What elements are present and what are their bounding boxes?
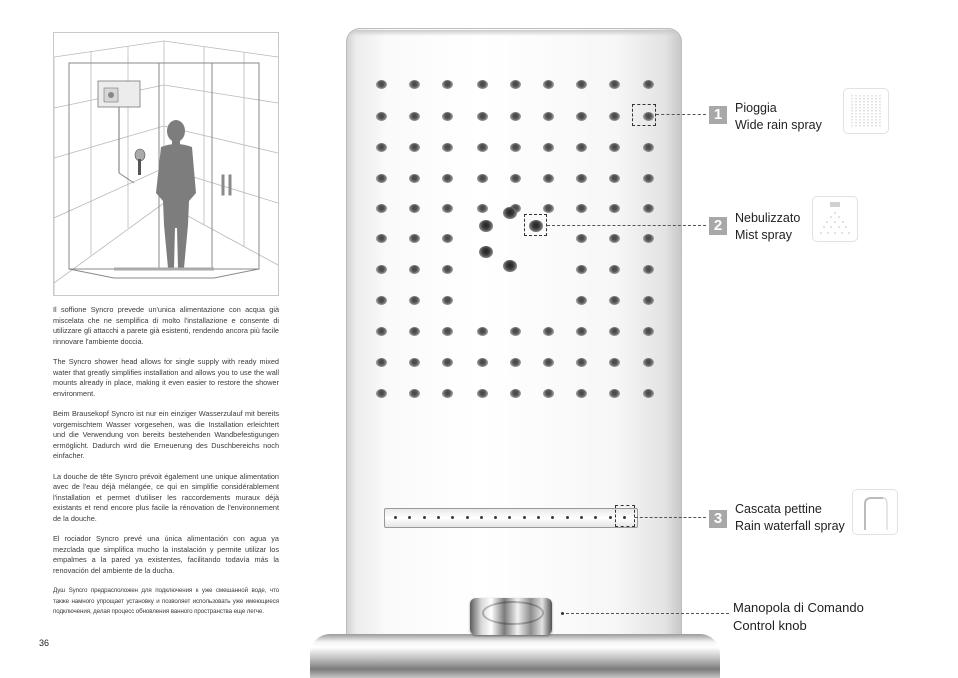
page-number: 36 [39,638,50,648]
rain-nozzle [409,143,420,152]
leader-line-mist [547,225,706,226]
rain-nozzle [442,265,453,274]
rain-nozzle [442,296,453,305]
rain-nozzle [376,80,387,89]
mist-nozzle [503,207,517,219]
rain-nozzle [376,296,387,305]
waterfall-outlet [423,516,426,519]
label-wide-rain-spray: Wide rain spray [735,118,822,132]
rain-nozzle [510,174,521,183]
rain-nozzle [609,234,620,243]
rain-spray-icon [843,88,889,134]
rain-nozzle [543,204,554,213]
rain-nozzle [643,265,654,274]
callout-box-waterfall [615,505,635,527]
rain-nozzle [477,112,488,121]
rain-nozzle [477,327,488,336]
rain-nozzle [543,327,554,336]
rain-nozzle [477,358,488,367]
rain-nozzle [609,327,620,336]
rain-nozzle [543,358,554,367]
label-manopola-di-comando: Manopola di Comando [733,600,864,615]
rain-nozzle [609,112,620,121]
rain-nozzle [376,327,387,336]
rain-nozzle [643,389,654,398]
mist-spray-icon [812,196,858,242]
rain-nozzle [376,234,387,243]
rain-nozzle [543,389,554,398]
callout-box-mist [524,214,547,236]
rain-nozzle [409,80,420,89]
waterfall-outlet [551,516,554,519]
waterfall-outlet [609,516,612,519]
paragraph-french: La douche de tête Syncro prévoit également une unique alimentation avec de l'eau déjà mélangée, ce qui en simplifie considérablement l'installation et permet d'utiliser les raccordements muraux déjà existants et rend encore plus facile la rénovation de l'environnement de la douche. [53,471,279,523]
rain-nozzle [643,80,654,89]
waterfall-outlet [494,516,497,519]
rain-nozzle [576,358,587,367]
rain-nozzle [442,80,453,89]
rain-nozzle [510,389,521,398]
leader-dot-knob [561,612,564,615]
waterfall-outlet [523,516,526,519]
waterfall-outlet [408,516,411,519]
leader-line-waterfall [635,517,706,518]
paragraph-spanish: El rociador Syncro prevé una única alimentación con agua ya mezclada que simplifica mucho la instalación y permite utilizar los empalmes a la pared ya existentes, facilitando todavía más la renovación del ambiente de la ducha. [53,534,279,575]
rain-nozzle [510,80,521,89]
rain-nozzle [409,389,420,398]
rain-nozzle [409,204,420,213]
number-badge-waterfall: 3 [709,510,727,528]
rain-nozzle [576,80,587,89]
waterfall-outlet [466,516,469,519]
rain-nozzle [609,174,620,183]
rain-nozzle [477,174,488,183]
rain-nozzle [442,327,453,336]
rain-nozzle [477,204,488,213]
rain-nozzle [609,143,620,152]
rain-nozzle [609,296,620,305]
rain-nozzle [643,143,654,152]
rain-nozzle [643,358,654,367]
rain-nozzle [442,143,453,152]
paragraph-italian: Il soffione Syncro prevede un'unica alimentazione con acqua già miscelata che ne semplifica di molto l'installazione e consente di utilizzare gli attacchi a parete già esistenti, rendendo ancora più facile rinnovare l'ambiente doccia. [53,305,279,346]
rain-nozzle [442,358,453,367]
rain-nozzle [576,174,587,183]
waterfall-outlet [537,516,540,519]
rain-nozzle [376,143,387,152]
waterfall-outlet [394,516,397,519]
leader-line-knob [566,613,729,614]
waterfall-slot [384,508,638,528]
number-badge-mist: 2 [709,217,727,235]
rain-nozzle [510,327,521,336]
rain-nozzle [409,112,420,121]
label-control-knob: Control knob [733,618,807,633]
mist-nozzle [479,246,493,258]
waterfall-outlet [594,516,597,519]
rain-nozzle [442,112,453,121]
rain-nozzle [609,265,620,274]
rain-nozzle [643,174,654,183]
rain-nozzle [376,204,387,213]
rain-nozzle [409,265,420,274]
rain-nozzle [409,296,420,305]
knob-grip-ring [482,601,544,625]
rain-nozzle [409,234,420,243]
rain-nozzle [643,327,654,336]
rain-nozzle [643,234,654,243]
panel-top-edge [350,30,678,36]
panel-base-cylinder [310,634,720,678]
rain-nozzle [576,234,587,243]
rain-nozzle [609,389,620,398]
control-knob[interactable] [470,598,552,635]
rain-nozzle [442,234,453,243]
rain-nozzle [543,143,554,152]
rain-nozzle [442,204,453,213]
shower-installation-illustration [53,32,279,296]
rain-nozzle [442,389,453,398]
rain-nozzle [576,265,587,274]
rain-nozzle [643,296,654,305]
rain-nozzle [409,358,420,367]
label-nebulizzato: Nebulizzato [735,211,801,225]
rain-nozzle [609,358,620,367]
rain-nozzle [376,112,387,121]
waterfall-spray-icon [852,489,898,535]
rain-nozzle [643,204,654,213]
description-column [53,305,279,628]
rain-nozzle [576,143,587,152]
label-cascata-pettine: Cascata pettine [735,502,822,516]
rain-nozzle [543,174,554,183]
mist-nozzle [503,260,517,272]
rain-nozzle [477,143,488,152]
label-mist-spray: Mist spray [735,228,792,242]
paragraph-english: The Syncro shower head allows for single supply with ready mixed water that greatly simplifies installation and allows you to use the wall mounts already in place, making it even easier to restore the shower environment. [53,357,279,398]
rain-nozzle [543,112,554,121]
waterfall-outlet [580,516,583,519]
rain-nozzle [442,174,453,183]
rain-nozzle [543,80,554,89]
waterfall-outlet [566,516,569,519]
rain-nozzle [409,174,420,183]
rain-nozzle [409,327,420,336]
rain-nozzle [477,389,488,398]
rain-nozzle [376,358,387,367]
number-badge-rain: 1 [709,106,727,124]
rain-nozzle [376,174,387,183]
rain-nozzle [576,112,587,121]
rain-nozzle [576,204,587,213]
rain-nozzle [576,296,587,305]
rain-nozzle [510,143,521,152]
label-pioggia: Pioggia [735,101,777,115]
waterfall-outlet [437,516,440,519]
callout-box-rain [632,104,656,126]
leader-line-rain [656,114,706,115]
rain-nozzle [576,389,587,398]
paragraph-german: Beim Brausekopf Syncro ist nur ein einziger Wasserzulauf mit bereits vorgemischtem Wasser vorgesehen, was die Installation erleichtert und die Verwendung von bereits bestehenden Wandbefestigungen ermöglicht. Dadurch wird die Erneuerung des Duschbereichs noch einfacher. [53,409,279,460]
rain-nozzle [376,265,387,274]
mist-nozzle [479,220,493,232]
rain-nozzle [510,112,521,121]
rain-nozzle [609,204,620,213]
rain-nozzle [376,389,387,398]
waterfall-outlet [508,516,511,519]
waterfall-outlet [451,516,454,519]
shower-cabin-drawing [54,33,278,295]
rain-nozzle [576,327,587,336]
rain-nozzle [477,80,488,89]
rain-nozzle [510,358,521,367]
paragraph-russian: Душ Syncro предрасположен для подключения к уже смешанной воде, что также намного упрощает установку и позволяет использовать уже имеющиеся подключения, делая процесс обновления ванного пространства еще легче. [53,587,279,615]
label-rain-waterfall-spray: Rain waterfall spray [735,519,845,533]
rain-nozzle [609,80,620,89]
waterfall-outlet [480,516,483,519]
